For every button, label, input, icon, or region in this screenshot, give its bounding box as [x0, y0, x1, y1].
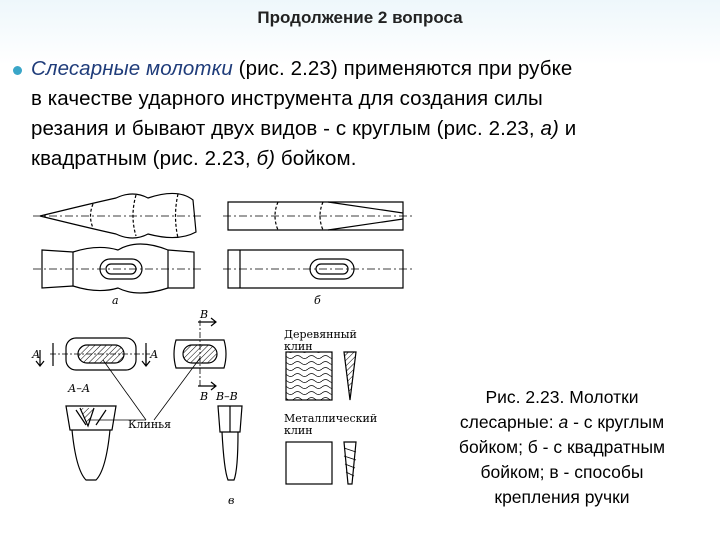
label-B-top: В: [200, 308, 209, 321]
hammer-a-top-view: [33, 193, 203, 238]
handle-v: [218, 406, 242, 480]
label-section-aa: А–А: [68, 382, 91, 395]
caption-text: - с круглым: [568, 412, 665, 432]
label-B-bottom: В: [200, 390, 209, 403]
paragraph-line-1: [31, 54, 711, 84]
label-a: а: [112, 294, 119, 307]
caption-text: а: [558, 412, 569, 432]
label-wooden-2: клин: [284, 340, 313, 353]
metal-wedge-block: [286, 442, 332, 484]
paragraph-line-4: [31, 144, 711, 174]
section-a-a: [50, 338, 150, 370]
hammer-b-front-view: [223, 250, 413, 288]
figure-caption: [416, 385, 708, 510]
paragraph-text: квадратным (рис. 2.23,: [31, 147, 257, 170]
wooden-wedge-profile: [344, 352, 356, 400]
hammer-figure: [28, 180, 423, 510]
caption-line-5: крепления ручки: [494, 487, 630, 507]
label-v: в: [228, 494, 235, 507]
wooden-wedge-block: [286, 352, 332, 400]
handle-a: [66, 406, 116, 480]
caption-line-3: бойком; б - с квадратным: [458, 437, 666, 457]
term-highlight: Слесарные молотки: [31, 57, 233, 80]
label-A-left: А: [32, 348, 41, 361]
bullet-dot-icon: [13, 66, 22, 75]
paragraph-text: резания и бывают двух видов - с круглым (рис. 2.23,: [31, 117, 541, 140]
label-metal-1: Металлический: [284, 412, 378, 425]
paragraph-text: и: [558, 117, 577, 140]
section-b-b: [174, 320, 226, 388]
paragraph-text: б): [256, 147, 276, 170]
label-b: б: [314, 294, 321, 307]
label-wooden-1: Деревянный: [284, 328, 357, 341]
label-wedges: Клинья: [128, 418, 172, 431]
caption-line-2: [416, 410, 708, 435]
hammer-b-top-view: [223, 202, 413, 230]
slide-title: Продолжение 2 вопроса: [257, 8, 463, 27]
caption-text: слесарные:: [459, 412, 559, 432]
paragraph-line-3: [31, 114, 711, 144]
hammer-a-front-view: [33, 244, 203, 293]
label-A-right: А: [150, 348, 159, 361]
hammer-drawing: [28, 180, 423, 510]
paragraph-text: (рис. 2.23) применяются при рубке: [232, 57, 573, 80]
paragraph-text: а): [540, 117, 559, 140]
main-paragraph: [31, 54, 711, 174]
label-section-bb: В–В: [216, 390, 238, 403]
caption-line-1: Рис. 2.23. Молотки: [485, 387, 639, 407]
paragraph-text: бойком.: [275, 147, 357, 170]
caption-line-4: бойком; в - способы: [480, 462, 644, 482]
label-metal-2: клин: [284, 424, 313, 437]
paragraph-line-2: в качестве ударного инструмента для создания силы: [31, 87, 543, 110]
